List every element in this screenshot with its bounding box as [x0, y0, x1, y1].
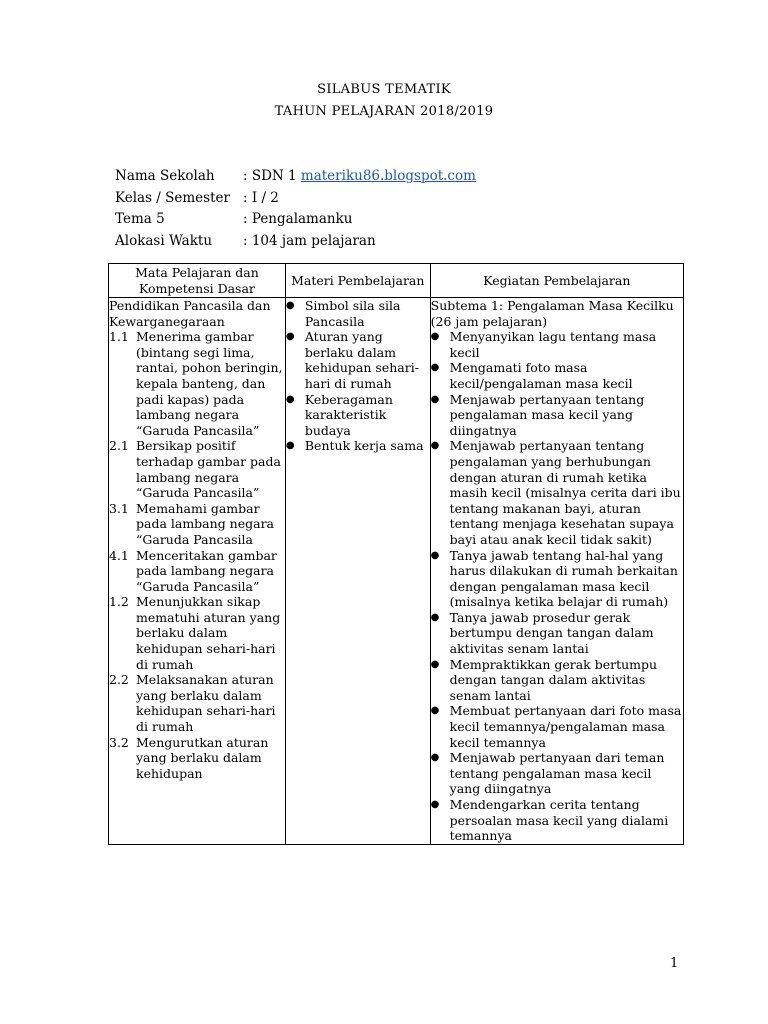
subtheme-title: Subtema 1: Pengalaman Masa Kecilku (26 jam pelajaran) — [430, 298, 674, 329]
list-item: ● Tanya jawab prosedur gerak bertumpu dengan tangan dalam aktivitas senam lantai — [431, 610, 683, 657]
syllabus-table — [108, 263, 684, 845]
info-label: Nama Sekolah — [115, 168, 215, 184]
competency-number: 1.2 — [109, 594, 129, 610]
header-subject-competency: Mata Pelajaran dan Kompetensi Dasar — [109, 264, 286, 298]
list-item: ● Menjawab pertanyaan dari teman tentang pengalaman masa kecil yang diingatnya — [431, 750, 683, 797]
table-header-row — [109, 264, 684, 298]
competency-text: Menunjukkan sikap mematuhi aturan yang berlaku dalam kehidupan sehari-hari di rumah — [136, 594, 281, 672]
info-row-time — [115, 231, 476, 253]
competency-item — [109, 501, 285, 548]
info-row-school — [115, 166, 476, 188]
list-item: ● Mempraktikkan gerak bertumpu dengan tangan dalam aktivitas senam lantai — [431, 657, 683, 704]
competency-number: 2.2 — [109, 672, 129, 688]
competency-item — [109, 594, 285, 672]
competency-number: 4.1 — [109, 547, 129, 563]
competency-text: Bersikap positif terhadap gambar pada lambang negara “Garuda Pancasila” — [136, 438, 281, 501]
list-item: ● Menyanyikan lagu tentang masa kecil — [431, 329, 683, 360]
info-value: : 104 jam pelajaran — [243, 232, 376, 249]
activities-list — [431, 329, 683, 844]
competency-item — [109, 735, 285, 782]
header-activities: Kegiatan Pembelajaran — [430, 264, 683, 298]
document-title: SILABUS TEMATIK — [317, 82, 451, 97]
subject-name: Pendidikan Pancasila dan Kewarganegaraan — [109, 298, 271, 329]
competency-number: 2.1 — [109, 438, 129, 454]
competency-number: 1.1 — [109, 329, 129, 345]
list-item: ● Simbol sila sila Pancasila — [286, 298, 430, 329]
subject-competency-cell — [109, 298, 286, 845]
identity-block — [115, 166, 476, 252]
info-label: Tema 5 — [115, 211, 165, 227]
material-cell — [285, 298, 430, 845]
list-item: ● Menjawab pertanyaan tentang pengalaman yang berhubungan dengan aturan di rumah ketika masih kecil (misalnya cerita dari ibu tentang makanan bayi, aturan tentang menjaga kesehatan supaya bayi atau anak kecil tidak sakit) — [431, 438, 683, 547]
website-link[interactable]: materiku86.blogspot.com — [300, 168, 476, 184]
header-material: Materi Pembelajaran — [285, 264, 430, 298]
list-item: ● Menjawab pertanyaan tentang pengalaman masa kecil yang diingatnya — [431, 392, 683, 439]
competency-item — [109, 329, 285, 438]
competency-text: Menerima gambar (bintang segi lima, rantai, pohon beringin, kepala banteng, dan padi kapas) pada lambang negara “Garuda Pancasila” — [136, 329, 283, 438]
list-item: ● Tanya jawab tentang hal-hal yang harus dilakukan di rumah berkaitan dengan pengalaman masa kecil (misalnya ketika belajar di rumah) — [431, 548, 683, 610]
competency-text: Mengurutkan aturan yang berlaku dalam kehidupan — [136, 734, 269, 781]
list-item: ● Membuat pertanyaan dari foto masa kecil temannya/pengalaman masa kecil temannya — [431, 703, 683, 750]
document-subtitle: TAHUN PELAJARAN 2018/2019 — [274, 104, 494, 119]
list-item: ● Mendengarkan cerita tentang persoalan masa kecil yang dialami temannya — [431, 797, 683, 844]
competency-text: Melaksanakan aturan yang berlaku dalam kehidupan sehari-hari di rumah — [136, 672, 276, 735]
list-item: ● Keberagaman karakteristik budaya — [286, 392, 430, 439]
info-label: Kelas / Semester — [115, 189, 230, 206]
info-label: Alokasi Waktu — [115, 232, 213, 249]
info-value: : SDN 1 — [243, 168, 301, 184]
list-item: ● Aturan yang berlaku dalam kehidupan sehari-hari di rumah — [286, 329, 430, 391]
list-item: ● Mengamati foto masa kecil/pengalaman masa kecil — [431, 360, 683, 391]
competency-number: 3.1 — [109, 500, 129, 516]
competency-item — [109, 438, 285, 500]
page-number: 1 — [670, 956, 679, 971]
competency-number: 3.2 — [109, 734, 129, 750]
info-value: : Pengalamanku — [243, 211, 353, 227]
info-row-theme — [115, 209, 476, 231]
competency-item — [109, 672, 285, 734]
competency-item — [109, 548, 285, 595]
list-item: ● Bentuk kerja sama — [286, 438, 430, 454]
info-value: : I / 2 — [243, 189, 279, 206]
material-list — [286, 298, 430, 454]
info-row-class — [115, 188, 476, 210]
competency-text: Menceritakan gambar pada lambang negara “Garuda Pancasila” — [136, 547, 277, 594]
competency-text: Memahami gambar pada lambang negara “Garuda Pancasila — [136, 500, 274, 547]
activities-cell — [430, 298, 683, 845]
table-row — [109, 298, 684, 845]
